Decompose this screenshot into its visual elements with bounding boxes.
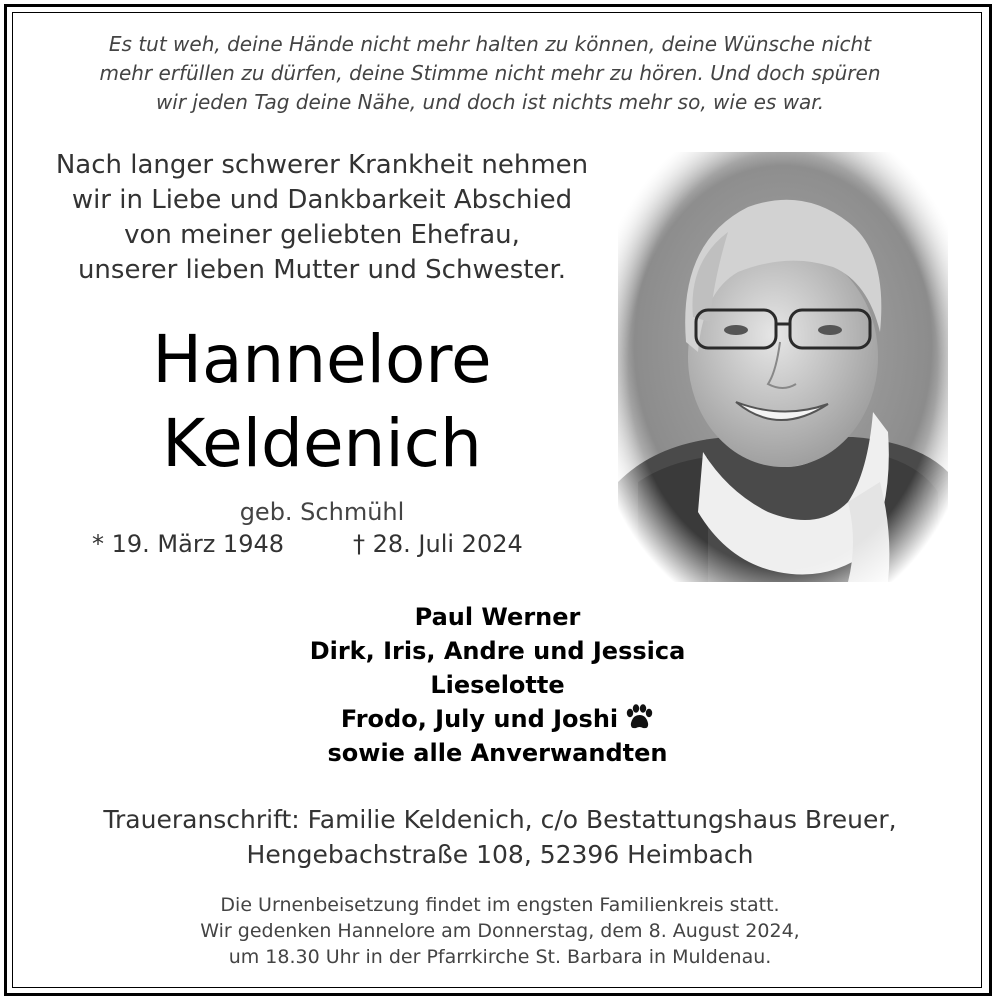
- pets-names: Frodo, July und Joshi: [340, 705, 619, 733]
- notice-line: Wir gedenken Hannelore am Donnerstag, dem 8. August 2024,: [200, 920, 800, 942]
- mourner-line: Lieselotte: [430, 671, 565, 699]
- announcement-line: von meiner geliebten Ehefrau,: [124, 220, 520, 250]
- condolence-address: [40, 802, 960, 872]
- portrait-photo: [618, 152, 948, 582]
- deceased-name: [30, 318, 614, 486]
- mourner-line: Paul Werner: [414, 603, 581, 631]
- announcement-line: wir in Liebe und Dankbarkeit Abschied: [71, 185, 573, 215]
- death-date: † 28. Juli 2024: [353, 530, 523, 558]
- notice-line: um 18.30 Uhr in der Pfarrkirche St. Barbara in Muldenau.: [228, 946, 772, 968]
- announcement-line: Nach langer schwerer Krankheit nehmen: [55, 150, 589, 180]
- first-name: Hannelore: [152, 321, 492, 398]
- birth-date: * 19. März 1948: [92, 530, 285, 558]
- mourner-line: sowie alle Anverwandten: [327, 739, 668, 767]
- last-name: Keldenich: [162, 405, 482, 482]
- address-line: Traueranschrift: Familie Keldenich, c/o Bestattungshaus Breuer,: [103, 805, 897, 834]
- funeral-notice: [40, 892, 960, 970]
- mourners-list: [240, 600, 755, 770]
- quote-line: mehr erfüllen zu dürfen, deine Stimme nicht mehr zu hören. Und doch spüren: [99, 61, 881, 85]
- mourner-line: Dirk, Iris, Andre und Jessica: [309, 637, 686, 665]
- quote-line: wir jeden Tag deine Nähe, und doch ist nichts mehr so, wie es war.: [155, 90, 825, 114]
- mourner-line-pets: [240, 702, 755, 736]
- quote-line: Es tut weh, deine Hände nicht mehr halten zu können, deine Wünsche nicht: [108, 32, 872, 56]
- announcement-text: [30, 148, 614, 288]
- birth-name: geb. Schmühl: [239, 498, 405, 526]
- notice-line: Die Urnenbeisetzung findet im engsten Familienkreis statt.: [220, 894, 780, 916]
- address-line: Hengebachstraße 108, 52396 Heimbach: [246, 840, 754, 869]
- memorial-quote: [40, 30, 940, 117]
- announcement-line: unserer lieben Mutter und Schwester.: [77, 255, 567, 285]
- paw-print-icon: [624, 704, 654, 730]
